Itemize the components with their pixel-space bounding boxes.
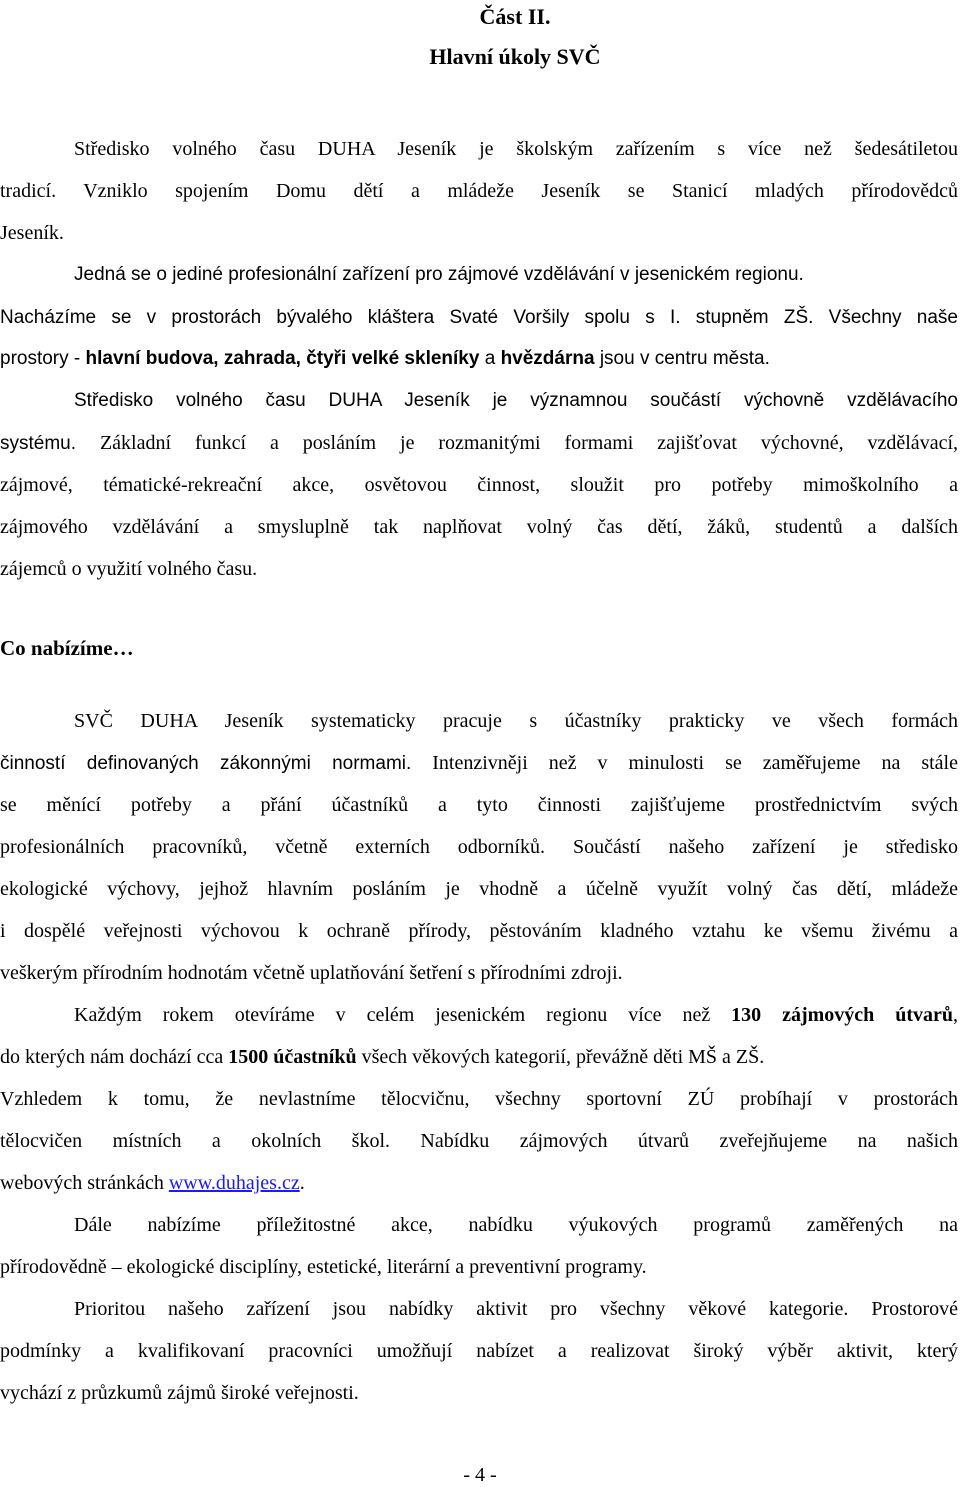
intro-p3-line: Středisko volného času DUHA Jeseník je významnou součástí výchovně vzdělávacího [74, 390, 958, 411]
offer-p2-text: , [953, 1004, 959, 1026]
offer-p2-line [0, 1162, 958, 1204]
intro-section [0, 128, 958, 590]
offer-p1-line: SVČ DUHA Jeseník systematicky pracuje s účastníky prakticky ve všech formách [74, 710, 958, 732]
offer-p4-line: vychází z průzkumů zájmů široké veřejnosti. [0, 1382, 359, 1404]
intro-p2-line [0, 338, 958, 380]
observatory-bold: hvězdárna [500, 348, 595, 369]
participants-count-bold: 1500 účastníků [228, 1046, 357, 1068]
section-heading: Co nabízíme… [0, 636, 134, 660]
clubs-count-bold: 130 zájmových útvarů [731, 1004, 954, 1026]
offer-p1-line: profesionálních pracovníků, včetně externích odborníků. Součástí našeho zařízení je středisko [0, 836, 958, 858]
page-title: Hlavní úkoly SVČ [429, 44, 601, 69]
offer-p2-text: všech věkových kategorií, převážně děti MŠ a ZŠ. [356, 1046, 765, 1068]
intro-p3-text: systému. [0, 433, 77, 454]
offer-p4-line: Prioritou našeho zařízení jsou nabídky aktivit pro všechny věkové kategorie. Prostorové [74, 1298, 958, 1320]
intro-p2-text: jsou v centru města. [594, 348, 770, 369]
intro-p2-line [0, 296, 958, 338]
offer-p1-line: ekologické výchovy, jejhož hlavním posláním je vhodně a účelně využít volný čas dětí, mládeže [0, 878, 958, 900]
website-link[interactable]: www.duhajes.cz [168, 1172, 300, 1194]
part-title: Část II. [479, 4, 551, 29]
page-number: - 4 - [463, 1464, 497, 1486]
offer-section [0, 700, 958, 1414]
offer-p3-line: Dále nabízíme příležitostné akce, nabídku výukových programů zaměřených na [74, 1214, 958, 1236]
offer-p2-line [0, 1036, 958, 1078]
offer-p1-line: i dospělé veřejnosti výchovou k ochraně přírody, pěstováním kladného vztahu ke všemu živému a [0, 920, 958, 942]
offer-p2-line: Vzhledem k tomu, že nevlastníme tělocvičnu, všechny sportovní ZÚ probíhají v prostorách [0, 1088, 958, 1110]
offer-p2-text: webových stránkách [0, 1172, 169, 1194]
offer-p2-line [0, 994, 958, 1036]
intro-p3-line [0, 422, 958, 464]
intro-p1-line: tradicí. Vzniklo spojením Domu dětí a mládeže Jeseník se Stanicí mladých přírodovědců [0, 180, 958, 202]
offer-p1-line [0, 742, 958, 784]
intro-p2-text: a [479, 348, 501, 369]
offer-p1-line: veškerým přírodním hodnotám včetně uplatňování šetření s přírodními zdroji. [0, 962, 623, 984]
intro-p3-line: zájemců o využití volného času. [0, 558, 258, 580]
offer-p4-line: podmínky a kvalifikovaní pracovníci umožňují nabízet a realizovat široký výběr aktivit, který [0, 1340, 958, 1362]
offer-p1-text: činností definovaných zákonnými normami. [0, 753, 412, 774]
intro-p2-text: prostory - [0, 348, 86, 369]
intro-p3-text: Základní funkcí a posláním je rozmanitými formami zajišťovat výchovné, vzdělávací, [76, 432, 958, 454]
offer-p2-text: Každým rokem otevíráme v celém jesenickém regionu více než [74, 1004, 732, 1026]
facilities-bold: hlavní budova, zahrada, čtyři velké skleníky [85, 348, 480, 369]
intro-p3-line: zájmové, tématické-rekreační akce, osvětovou činnost, sloužit pro potřeby mimoškolního a [0, 474, 958, 496]
intro-p2-text: Nacházíme se v prostorách bývalého kláštera Svaté Voršily spolu s I. stupněm ZŠ. Všechny naše [0, 307, 958, 328]
offer-p2-line: tělocvičen místních a okolních škol. Nabídku zájmových útvarů zveřejňujeme na našich [0, 1130, 958, 1152]
offer-p1-line: se měnící potřeby a přání účastníků a tyto činnosti zajišťujeme prostřednictvím svých [0, 794, 958, 816]
intro-p2-line: Jedná se o jediné profesionální zařízení pro zájmové vzdělávání v jesenickém regionu. [74, 264, 804, 285]
offer-p2-text: . [299, 1172, 305, 1194]
intro-p3-line: zájmového vzdělávání a smysluplně tak naplňovat volný čas dětí, žáků, studentů a dalších [0, 516, 958, 538]
intro-p1-line: Jeseník. [0, 222, 64, 244]
intro-p1-line: Středisko volného času DUHA Jeseník je školským zařízením s více než šedesátiletou [74, 138, 958, 160]
offer-p3-line: přírodovědně – ekologické disciplíny, estetické, literární a preventivní programy. [0, 1256, 647, 1278]
offer-p1-text: Intenzivněji než v minulosti se zaměřujeme na stále [411, 752, 958, 774]
offer-p2-text: do kterých nám dochází cca [0, 1046, 229, 1068]
